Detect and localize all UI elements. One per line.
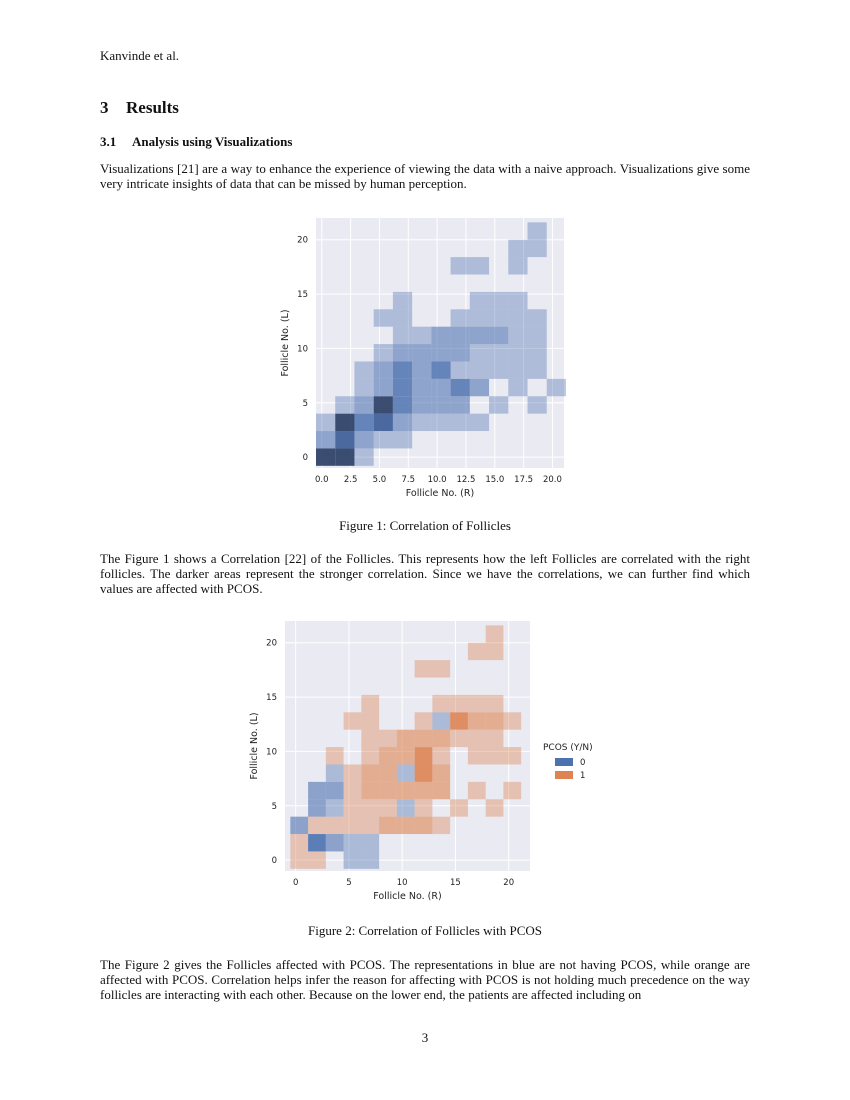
heatmap-cell	[412, 414, 431, 431]
heatmap-cell	[508, 379, 527, 396]
heatmap-cell	[450, 695, 468, 712]
heatmap-cell	[451, 309, 470, 326]
heatmap-cell	[393, 414, 412, 431]
y-tick-label: 10	[297, 344, 308, 355]
y-axis-label: Follicle No. (L)	[249, 712, 260, 780]
x-tick-label: 17.5	[514, 475, 534, 485]
y-tick-label: 0	[271, 856, 277, 867]
section-title: Results	[126, 98, 179, 117]
heatmap-cell	[379, 764, 397, 781]
heatmap-cell	[335, 414, 354, 431]
y-tick-label: 15	[266, 693, 277, 704]
heatmap-cell	[415, 660, 433, 677]
heatmap-cell	[354, 396, 373, 413]
heatmap-cell	[415, 764, 433, 781]
heatmap-cell	[308, 834, 326, 851]
heatmap-cell	[489, 344, 508, 361]
heatmap-cell	[486, 712, 504, 729]
legend-entry-label: 0	[580, 758, 586, 768]
heatmap-cell	[397, 817, 415, 834]
heatmap-cell	[379, 799, 397, 816]
heatmap-cell	[470, 344, 489, 361]
running-head: Kanvinde et al.	[100, 48, 180, 63]
x-tick-label: 20	[503, 878, 515, 888]
heatmap-cell	[397, 782, 415, 799]
x-tick-label: 0	[292, 878, 299, 888]
heatmap-cell	[412, 396, 431, 413]
heatmap-cell	[354, 431, 373, 448]
heatmap-cell	[450, 712, 468, 729]
y-tick-label: 20	[266, 638, 277, 649]
heatmap-cell	[393, 396, 412, 413]
paragraph-figure-2: The Figure 2 gives the Follicles affected with PCOS. The representations in blue are not having PCOS, while orange are affected with PCOS. Correlation helps infer the reason for affecting with PCOS is not holding much precedence on the way follicles are interacting with each other. Because on the lower end, the patients are affected including on	[100, 957, 750, 1002]
heatmap-cell	[486, 799, 504, 816]
heatmap-cell	[528, 344, 547, 361]
heatmap-cell	[393, 292, 412, 309]
heatmap-cell	[308, 782, 326, 799]
heatmap-cell	[415, 712, 433, 729]
heatmap-cell	[415, 782, 433, 799]
heatmap-cell	[361, 712, 379, 729]
heatmap-cell	[528, 327, 547, 344]
heatmap-cell	[547, 379, 566, 396]
x-tick-label: 5	[346, 878, 352, 888]
heatmap-cell	[326, 764, 344, 781]
y-tick-label: 15	[297, 290, 308, 301]
heatmap-cell	[470, 414, 489, 431]
subsection-heading	[100, 134, 292, 150]
heatmap-cell	[361, 747, 379, 764]
heatmap-cell	[432, 660, 450, 677]
heatmap-cell	[361, 782, 379, 799]
plot-background	[316, 218, 564, 468]
heatmap-cell	[374, 396, 393, 413]
heatmap-cell	[344, 851, 362, 868]
paragraph-intro: Visualizations [21] are a way to enhance the experience of viewing the data with a naive approach. Visualizations give some very intricate insights of data that can be missed by human perception.	[100, 161, 750, 191]
heatmap-cell	[393, 309, 412, 326]
heatmap-cell	[290, 817, 308, 834]
heatmap-cell	[489, 327, 508, 344]
x-tick-label: 5.0	[372, 475, 387, 485]
heatmap-cell	[393, 361, 412, 378]
heatmap-cell	[326, 782, 344, 799]
heatmap-cell	[415, 747, 433, 764]
heatmap-cell	[361, 817, 379, 834]
heatmap-cell	[450, 730, 468, 747]
heatmap-cell	[503, 747, 521, 764]
heatmap-cell	[468, 712, 486, 729]
heatmap-cell	[508, 344, 527, 361]
heatmap-cell	[508, 257, 527, 274]
heatmap-cell	[450, 799, 468, 816]
heatmap-cell	[361, 695, 379, 712]
x-tick-label: 10	[396, 878, 408, 888]
heatmap-cell	[361, 730, 379, 747]
heatmap-cell	[379, 817, 397, 834]
heatmap-cell	[431, 361, 450, 378]
legend-title: PCOS (Y/N)	[543, 743, 593, 753]
x-tick-label: 2.5	[343, 475, 358, 485]
y-tick-label: 5	[302, 398, 308, 409]
figure-1-caption: Figure 1: Correlation of Follicles	[339, 518, 511, 533]
heatmap-cell	[344, 799, 362, 816]
heatmap-cell	[468, 730, 486, 747]
heatmap-cell	[326, 817, 344, 834]
heatmap-cell	[374, 344, 393, 361]
heatmap-cell	[528, 361, 547, 378]
heatmap-cell	[432, 782, 450, 799]
section-number: 3	[100, 98, 109, 117]
heatmap-cell	[451, 379, 470, 396]
heatmap-cell	[354, 414, 373, 431]
heatmap-cell	[393, 344, 412, 361]
heatmap-cell	[374, 414, 393, 431]
x-tick-label: 0.0	[315, 475, 329, 485]
heatmap-cell	[344, 712, 362, 729]
heatmap-cell	[451, 361, 470, 378]
heatmap-cell	[451, 257, 470, 274]
heatmap-cell	[354, 361, 373, 378]
heatmap-cell	[361, 764, 379, 781]
heatmap-cell	[326, 799, 344, 816]
heatmap-cell	[374, 431, 393, 448]
heatmap-cell	[432, 712, 450, 729]
heatmap-cell	[393, 327, 412, 344]
heatmap-cell	[451, 327, 470, 344]
heatmap-cell	[415, 730, 433, 747]
legend-swatch	[555, 771, 573, 779]
heatmap-cell	[290, 851, 308, 868]
heatmap-cell	[486, 730, 504, 747]
heatmap-cell	[344, 834, 362, 851]
heatmap-cell	[431, 344, 450, 361]
heatmap-cell	[508, 309, 527, 326]
heatmap-cell	[468, 643, 486, 660]
heatmap-cell	[470, 292, 489, 309]
heatmap-cell	[489, 309, 508, 326]
heatmap-cell	[374, 379, 393, 396]
heatmap-cell	[503, 782, 521, 799]
x-tick-label: 12.5	[456, 475, 476, 485]
heatmap-cell	[379, 782, 397, 799]
heatmap-cell	[432, 764, 450, 781]
heatmap-cell	[528, 309, 547, 326]
y-tick-label: 0	[302, 453, 308, 464]
heatmap-cell	[508, 292, 527, 309]
heatmap-cell	[308, 817, 326, 834]
heatmap-cell	[503, 712, 521, 729]
heatmap-cell	[412, 379, 431, 396]
heatmap-cell	[486, 747, 504, 764]
heatmap-cell	[290, 834, 308, 851]
heatmap-cell	[344, 817, 362, 834]
heatmap-cell	[326, 747, 344, 764]
heatmap-cell	[412, 327, 431, 344]
heatmap-cell	[431, 327, 450, 344]
heatmap-cell	[486, 625, 504, 642]
heatmap-cell	[393, 431, 412, 448]
heatmap-cell	[468, 695, 486, 712]
heatmap-cell	[451, 414, 470, 431]
heatmap-cell	[528, 396, 547, 413]
subsection-number: 3.1	[100, 134, 117, 149]
heatmap-cell	[431, 414, 450, 431]
heatmap-cell	[468, 747, 486, 764]
x-tick-label: 10.0	[427, 475, 447, 485]
heatmap-cell	[397, 730, 415, 747]
heatmap-cell	[308, 799, 326, 816]
x-axis-label: Follicle No. (R)	[405, 488, 475, 499]
legend-entry-label: 1	[580, 771, 586, 781]
heatmap-cell	[432, 747, 450, 764]
heatmap-cell	[316, 431, 335, 448]
heatmap-cell	[489, 292, 508, 309]
heatmap-cell	[489, 361, 508, 378]
y-tick-label: 5	[271, 801, 277, 812]
heatmap-cell	[361, 851, 379, 868]
heatmap-cell	[374, 309, 393, 326]
legend-swatch	[555, 758, 573, 766]
heatmap-cell	[451, 344, 470, 361]
heatmap-cell	[508, 240, 527, 257]
heatmap-cell	[354, 448, 373, 465]
heatmap-cell	[412, 361, 431, 378]
x-tick-label: 15	[450, 878, 461, 888]
heatmap-cell	[508, 361, 527, 378]
section-heading	[100, 98, 179, 118]
heatmap-cell	[470, 327, 489, 344]
heatmap-cell	[432, 730, 450, 747]
heatmap-cell	[486, 643, 504, 660]
heatmap-cell	[379, 747, 397, 764]
paragraph-figure-1: The Figure 1 shows a Correlation [22] of the Follicles. This represents how the left Follicles are correlated with the right follicles. The darker areas represent the stronger correlation. Since we have the correlations, we can further find which values are affected with PCOS.	[100, 551, 750, 596]
y-axis-label: Follicle No. (L)	[280, 309, 291, 377]
heatmap-cell	[374, 361, 393, 378]
heatmap-cell	[528, 240, 547, 257]
heatmap-cell	[508, 327, 527, 344]
plot-background	[285, 621, 530, 871]
x-tick-label: 20.0	[542, 475, 562, 485]
heatmap-cell	[415, 799, 433, 816]
heatmap-cell	[528, 222, 547, 239]
figure-2-caption: Figure 2: Correlation of Follicles with PCOS	[308, 923, 542, 938]
heatmap-cell	[470, 361, 489, 378]
heatmap-cell	[379, 730, 397, 747]
heatmap-cell	[393, 379, 412, 396]
heatmap-cell	[326, 834, 344, 851]
heatmap-cell	[470, 309, 489, 326]
heatmap-cell	[468, 782, 486, 799]
x-tick-label: 7.5	[401, 475, 416, 485]
heatmap-cell	[489, 396, 508, 413]
heatmap-cell	[470, 379, 489, 396]
heatmap-cell	[412, 344, 431, 361]
heatmap-cell	[354, 379, 373, 396]
heatmap-cell	[335, 431, 354, 448]
heatmap-cell	[486, 695, 504, 712]
heatmap-cell	[451, 396, 470, 413]
heatmap-cell	[361, 834, 379, 851]
x-tick-label: 15.0	[485, 475, 505, 485]
heatmap-cell	[432, 817, 450, 834]
heatmap-cell	[397, 747, 415, 764]
heatmap-cell	[335, 396, 354, 413]
heatmap-cell	[344, 782, 362, 799]
x-axis-label: Follicle No. (R)	[373, 891, 442, 902]
heatmap-cell	[308, 851, 326, 868]
page-number: 3	[421, 1030, 429, 1045]
heatmap-cell	[431, 396, 450, 413]
heatmap-cell	[431, 379, 450, 396]
heatmap-cell	[397, 799, 415, 816]
heatmap-cell	[397, 764, 415, 781]
heatmap-cell	[316, 414, 335, 431]
y-tick-label: 10	[266, 747, 277, 758]
subsection-title: Analysis using Visualizations	[132, 134, 293, 149]
heatmap-cell	[344, 764, 362, 781]
heatmap-cell	[470, 257, 489, 274]
heatmap-cell	[415, 817, 433, 834]
heatmap-cell	[432, 695, 450, 712]
heatmap-cell	[316, 448, 335, 465]
y-tick-label: 20	[297, 235, 308, 246]
heatmap-cell	[361, 799, 379, 816]
heatmap-cell	[335, 448, 354, 465]
